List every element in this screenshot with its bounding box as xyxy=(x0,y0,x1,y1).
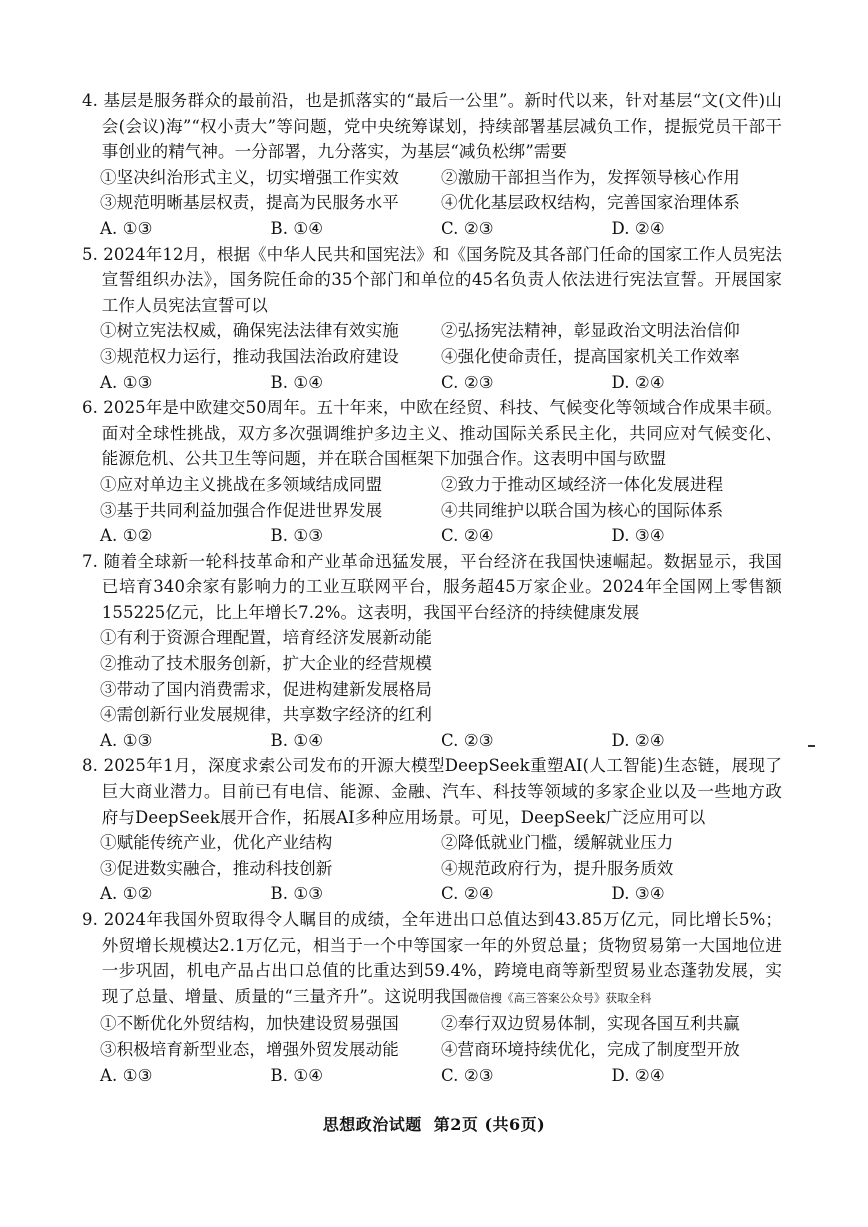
answer-choice: C. ②③ xyxy=(441,372,494,392)
question-8 xyxy=(82,753,782,907)
answer-choice: A. ①③ xyxy=(100,730,153,750)
question-5 xyxy=(82,242,782,396)
question-stem-text: 4. 基层是服务群众的最前沿，也是抓落实的“最后一公里”。新时代以来，针对基层“文(文件)山会(会议)海”“权小责大”等问题，党中央统筹谋划，持续部署基层减负工作，提振党员干部干事创业的精气神。一分部署，九分落实，为基层“减负松绑”需要 xyxy=(82,91,782,162)
answer-choice: B. ①④ xyxy=(270,218,324,238)
answer-choice: D. ②④ xyxy=(611,1065,665,1085)
question-stem-text: 9. 2024年我国外贸取得令人瞩目的成绩，全年进出口总值达到43.85万亿元，同比增长5%；外贸增长规模达2.1万亿元，相当于一个中等国家一年的外贸总量；货物贸易第一大国地位进一步巩固，机电产品占出口总值的比重达到59.4%，跨境电商等新型贸易业态蓬勃发展，实现了总量、增量、质量的“三量齐升”。这说明我国 xyxy=(82,910,782,1006)
answer-choice: C. ②④ xyxy=(441,884,494,904)
option-item: ④共同维护以联合国为核心的国际体系 xyxy=(441,500,724,520)
answer-choice: B. ①③ xyxy=(270,884,324,904)
option-item: ①坚决纠治形式主义，切实增强工作实效 xyxy=(100,167,399,187)
question-stem xyxy=(82,242,782,319)
question-stem-text: 7. 随着全球新一轮科技革命和产业革命迅猛发展，平台经济在我国快速崛起。数据显示，我国已培育340余家有影响力的工业互联网平台，服务超45万家企业。2024年全国网上零售额155225亿元，比上年增长7.2%。这表明，我国平台经济的持续健康发展 xyxy=(82,551,782,622)
option-item: ②奉行双边贸易体制，实现各国互利共赢 xyxy=(441,1014,740,1034)
option-item: ③基于共同利益加强合作促进世界发展 xyxy=(100,500,383,520)
option-list xyxy=(82,318,782,369)
option-item: ④需创新行业发展规律，共享数字经济的红利 xyxy=(100,705,432,725)
option-item: ④优化基层政权结构，完善国家治理体系 xyxy=(441,193,740,213)
answer-choice: D. ②④ xyxy=(611,218,665,238)
option-item: ②致力于推动区域经济一体化发展进程 xyxy=(441,474,724,494)
answer-choice: A. ①③ xyxy=(100,218,153,238)
option-item: ③规范明晰基层权责，提高为民服务水平 xyxy=(100,193,399,213)
option-item: ②激励干部担当作为，发挥领导核心作用 xyxy=(441,167,740,187)
option-item: ①树立宪法权威，确保宪法法律有效实施 xyxy=(100,321,399,341)
option-item: ②降低就业门槛，缓解就业压力 xyxy=(441,833,674,853)
option-item: ④营商环境持续优化，完成了制度型开放 xyxy=(441,1039,740,1059)
question-stem-text: 8. 2025年1月，深度求索公司发布的开源大模型DeepSeek重塑AI(人工智能)生态链，展现了巨大商业潜力。目前已有电信、能源、金融、汽车、科技等领域的多家企业以及一些地方政府与DeepSeek展开合作，拓展AI多种应用场景。可见，DeepSeek广泛应用可以 xyxy=(82,756,782,827)
option-list xyxy=(82,625,782,727)
question-stem xyxy=(82,88,782,165)
answer-choice: C. ②③ xyxy=(441,1065,494,1085)
option-list xyxy=(82,472,782,523)
footer-subject: 思想政治试题 xyxy=(322,1115,422,1134)
question-stem xyxy=(82,395,782,472)
answer-choice: B. ①③ xyxy=(270,526,324,546)
question-7 xyxy=(82,549,782,754)
answer-choice: D. ③④ xyxy=(611,526,665,546)
page-footer xyxy=(0,1112,868,1135)
answer-choice: D. ②④ xyxy=(611,372,665,392)
answer-choice: C. ②③ xyxy=(441,218,494,238)
answer-choice: A. ①② xyxy=(100,884,153,904)
watermark-text: 微信搜《高三答案公众号》获取全科 xyxy=(467,990,652,1005)
question-stem-text: 5. 2024年12月，根据《中华人民共和国宪法》和《国务院及其各部门任命的国家工作人员宪法宣誓组织办法》，国务院任命的35个部门和单位的45名负责人依法进行宪法宣誓。开展国家工作人员宪法宣誓可以 xyxy=(82,244,782,315)
option-list xyxy=(82,1011,782,1062)
option-item: ③带动了国内消费需求，促进构建新发展格局 xyxy=(100,679,432,699)
answer-choice: B. ①④ xyxy=(270,1065,324,1085)
question-4 xyxy=(82,88,782,242)
answer-choices xyxy=(82,523,782,549)
option-item: ③促进数实融合，推动科技创新 xyxy=(100,858,333,878)
option-item: ②推动了技术服务创新，扩大企业的经营规模 xyxy=(100,654,432,674)
answer-choice: C. ②③ xyxy=(441,730,494,750)
option-item: ①有利于资源合理配置，培育经济发展新动能 xyxy=(100,628,432,648)
option-item: ③积极培育新型业态，增强外贸发展动能 xyxy=(100,1039,399,1059)
option-item: ①应对单边主义挑战在多领域结成同盟 xyxy=(100,474,383,494)
footer-page-number: 第2页 (共6页) xyxy=(433,1115,546,1134)
answer-choice: B. ①④ xyxy=(270,372,324,392)
answer-choice: D. ③④ xyxy=(611,884,665,904)
question-9 xyxy=(82,907,782,1088)
answer-choices xyxy=(82,216,782,242)
answer-choice: D. ②④ xyxy=(611,730,665,750)
question-list xyxy=(82,88,782,1088)
option-item: ③规范权力运行，推动我国法治政府建设 xyxy=(100,346,399,366)
option-list xyxy=(82,165,782,216)
answer-choices xyxy=(82,728,782,754)
option-item: ①不断优化外贸结构，加快建设贸易强国 xyxy=(100,1014,399,1034)
answer-choices xyxy=(82,370,782,396)
answer-choices xyxy=(82,881,782,907)
question-6 xyxy=(82,395,782,549)
answer-choices xyxy=(82,1063,782,1089)
answer-choice: A. ①③ xyxy=(100,1065,153,1085)
answer-choice: B. ①④ xyxy=(270,730,324,750)
margin-mark xyxy=(808,745,815,747)
option-list xyxy=(82,830,782,881)
question-stem-text: 6. 2025年是中欧建交50周年。五十年来，中欧在经贸、科技、气候变化等领域合作成果丰硕。面对全球性挑战，双方多次强调维护多边主义、推动国际关系民主化，共同应对气候变化、能源危机、公共卫生等问题，并在联合国框架下加强合作。这表明中国与欧盟 xyxy=(82,398,782,469)
question-stem xyxy=(82,753,782,830)
answer-choice: C. ②④ xyxy=(441,526,494,546)
answer-choice: A. ①③ xyxy=(100,372,153,392)
option-item: ②弘扬宪法精神，彰显政治文明法治信仰 xyxy=(441,321,740,341)
option-item: ④规范政府行为，提升服务质效 xyxy=(441,858,674,878)
option-item: ④强化使命责任，提高国家机关工作效率 xyxy=(441,346,740,366)
answer-choice: A. ①② xyxy=(100,526,153,546)
option-item: ①赋能传统产业，优化产业结构 xyxy=(100,833,333,853)
question-stem xyxy=(82,907,782,1011)
question-stem xyxy=(82,549,782,626)
